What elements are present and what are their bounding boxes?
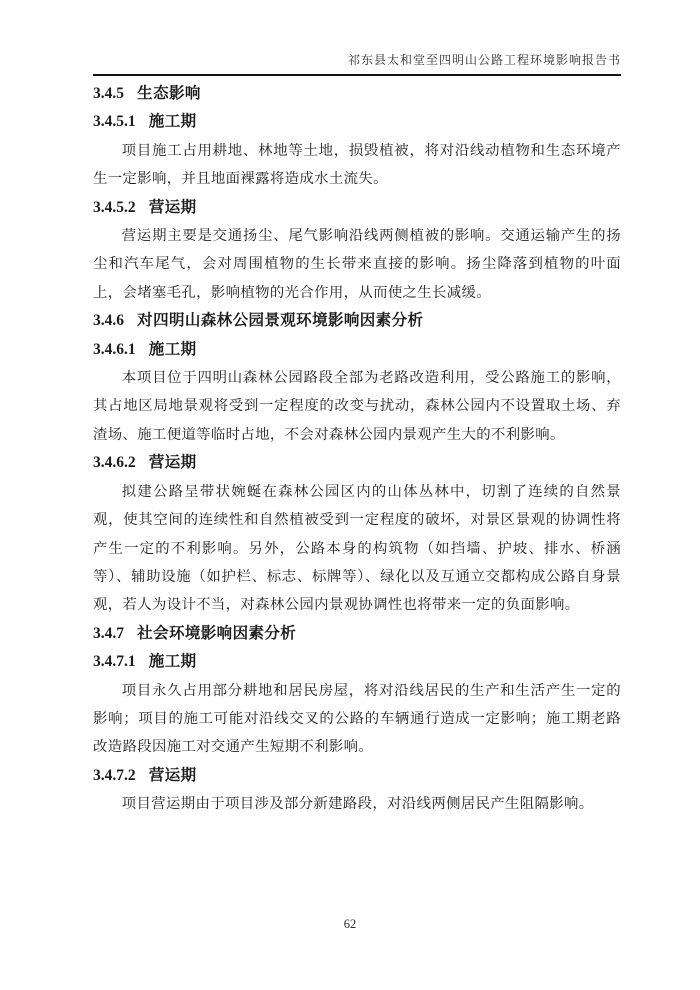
- section-heading-3-4-7: [93, 620, 621, 648]
- subsection-heading-3-4-7-1: [93, 648, 621, 676]
- page-body: [93, 76, 621, 819]
- paragraph: 项目营运期由于项目涉及部分新建路段，对沿线两侧居民产生阻隔影响。: [121, 796, 594, 813]
- section-title: 施工期: [148, 340, 197, 358]
- subsection-heading-3-4-5-2: [93, 194, 621, 222]
- section-heading-3-4-6: [93, 307, 621, 335]
- section-title: 社会环境影响因素分析: [137, 624, 297, 642]
- section-title: 生态影响: [137, 85, 201, 102]
- section-title: 营运期: [148, 766, 197, 784]
- paragraph: 拟建公路呈带状婉蜒在森林公园区内的山体丛林中，切割了连续的自然景观，使其空间的连续性和自然植被受到一定程度的破坏，对景区景观的协调性将产生一定的不利影响。另外，公路本身的构筑物（如挡墙、护坡、排水、桥涵等）、辅助设施（如护栏、标志、标牌等）、绿化以及互通立交都构成公路自身景观，若人为设计不当，对森林公园内景观协调性也将带来一定的负面影响。: [93, 483, 621, 614]
- section-number: 3.4.5.2: [93, 198, 136, 216]
- section-number: 3.4.6: [93, 312, 124, 330]
- paragraph: 项目施工占用耕地、林地等土地，损毁植被，将对沿线动植物和生态环境产生一定影响，并且地面裸露将造成水土流失。: [93, 142, 621, 188]
- section-number: 3.4.7.1: [93, 653, 136, 671]
- section-number: 3.4.6.1: [93, 340, 136, 358]
- section-number: 3.4.5.1: [93, 113, 136, 131]
- section-title: 营运期: [148, 454, 197, 472]
- page-number: 62: [343, 917, 357, 931]
- section-title: 施工期: [148, 653, 197, 671]
- paragraph: 本项目位于四明山森林公园路段全部为老路改造利用，受公路施工的影响，其占地区局地景观将受到一定程度的改变与扰动，森林公园内不设置取土场、弃渣场、施工便道等临时占地，不会对森林公园内景观产生大的不利影响。: [93, 370, 621, 443]
- section-title: 营运期: [148, 198, 197, 216]
- subsection-heading-3-4-5-1: [93, 108, 621, 136]
- subsection-heading-3-4-6-2: [93, 449, 621, 477]
- section-title: 施工期: [148, 113, 197, 131]
- section-number: 3.4.5: [93, 85, 124, 102]
- subsection-heading-3-4-6-1: [93, 336, 621, 364]
- paragraph: 营运期主要是交通扬尘、尾气影响沿线两侧植被的影响。交通运输产生的扬尘和汽车尾气，会对周围植物的生长带来直接的影响。扬尘降落到植物的叶面上，会堵塞毛孔，影响植物的光合作用，从而使之生长减缓。: [93, 228, 621, 301]
- section-number: 3.4.7: [93, 624, 124, 642]
- section-number: 3.4.7.2: [93, 766, 136, 784]
- paragraph: 项目永久占用部分耕地和居民房屋，将对沿线居民的生产和生活产生一定的影响；项目的施工可能对沿线交叉的公路的车辆通行造成一定影响；施工期老路改造路段因施工对交通产生短期不利影响。: [93, 682, 621, 756]
- header-title: 祁东县太和堂至四明山公路工程环境影响报告书: [347, 53, 621, 67]
- page-header: [93, 52, 621, 76]
- section-title: 对四明山森林公园景观环境影响因素分析: [137, 312, 424, 330]
- section-number: 3.4.6.2: [93, 454, 136, 472]
- subsection-heading-3-4-7-2: [93, 762, 621, 790]
- section-heading-3-4-5: [93, 80, 621, 108]
